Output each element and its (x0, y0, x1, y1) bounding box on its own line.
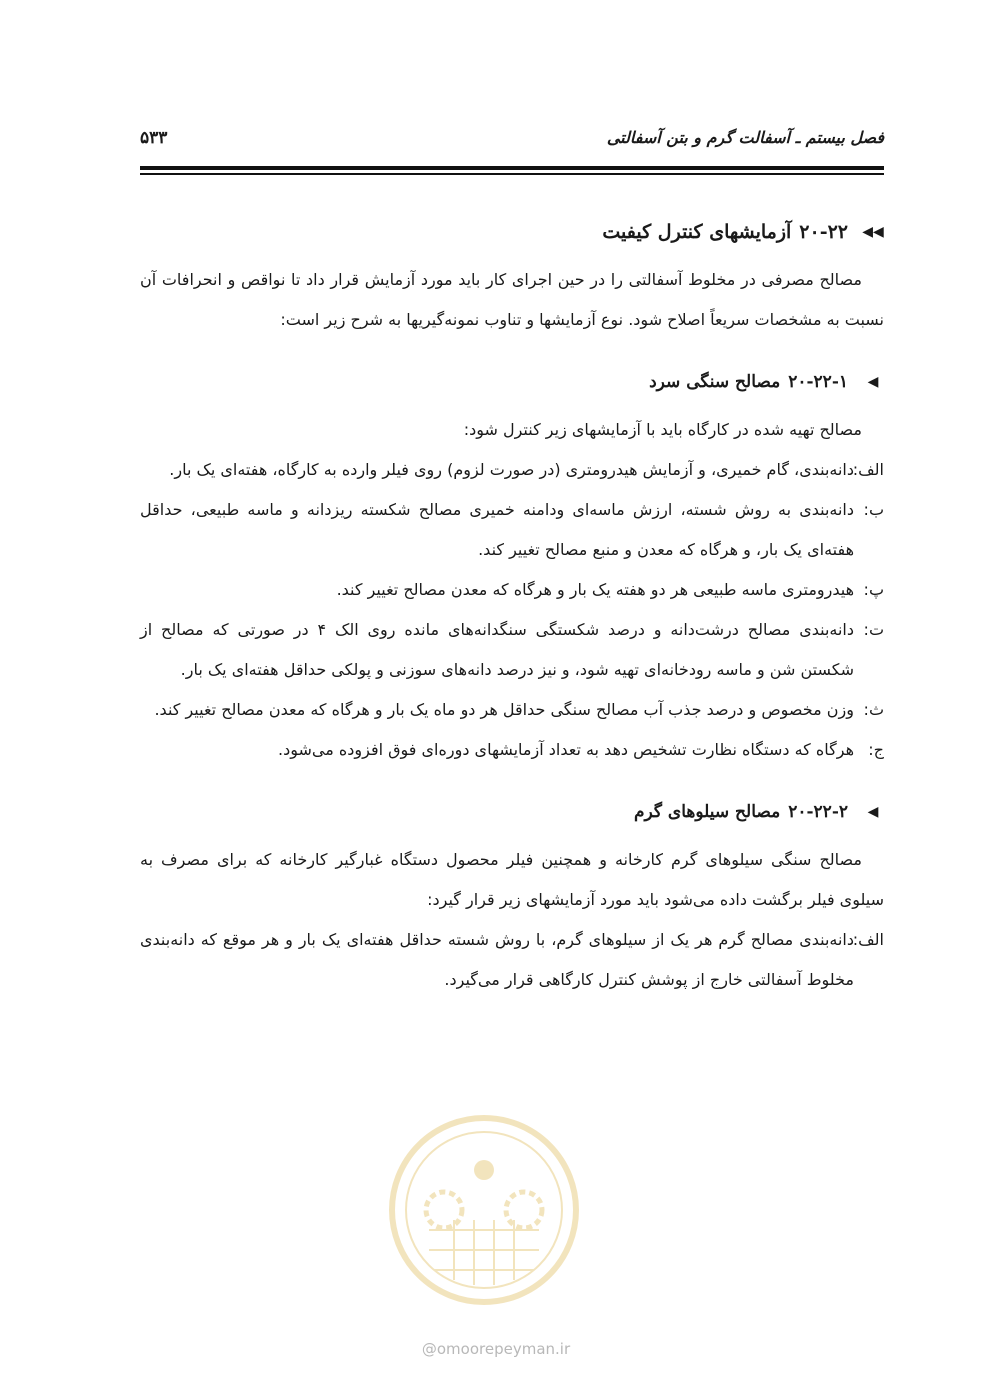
list-item (140, 570, 884, 610)
list-item-text: دانه‌بندی مصالح درشت‌دانه و درصد شکستگی سنگدانه‌های مانده روی الک ۴ در صورتی که مصالح از شکستن شن و ماسه رودخانه‌ای تهیه شود، و نیز درصد دانه‌های سوزنی و پولکی حداقل هفته‌ای یک بار. (140, 620, 854, 679)
subsection-intro-paragraph: مصالح سنگی سیلوهای گرم کارخانه و همچنین فیلر محصول دستگاه غبارگیر کارخانه که برای مصرف به سیلوی فیلر برگشت داده می‌شود باید مورد آزمایشهای زیر قرار گیرد: (140, 850, 884, 909)
list-item-marker: الف: (852, 460, 884, 479)
list-item (140, 610, 884, 690)
subsection-number: ۲۰-۲۲-۲ (788, 802, 848, 822)
page-content (140, 212, 884, 1000)
list-item-text: هیدرومتری ماسه طبیعی هر دو هفته یک بار و هرگاه که معدن مصالح تغییر کند. (336, 580, 854, 599)
subsection-title: مصالح سیلوهای گرم (633, 802, 781, 822)
chapter-title: فصل بیستم ـ آسفالت گرم و بتن آسفالتی (606, 128, 884, 147)
watermark-url: @omoorepeyman.ir (421, 1340, 571, 1358)
test-list-1 (140, 450, 884, 770)
subsection-title: مصالح سنگی سرد (649, 372, 781, 392)
section-intro-paragraph: مصالح مصرفی در مخلوط آسفالتی را در حین اجرای کار باید مورد آزمایش قرار داد تا نواقص و انحرافات آن نسبت به مشخصات سریعاً اصلاح شود. نوع آزمایشها و تناوب نمونه‌گیریها به شرح زیر است: (140, 270, 884, 329)
subsection-heading-1 (140, 362, 884, 402)
header-rule-thick (140, 166, 884, 170)
double-chevron-icon: ◀◀ (862, 224, 884, 240)
list-item (140, 490, 884, 570)
subsection-intro-paragraph: مصالح تهیه شده در کارگاه باید با آزمایشهای زیر کنترل شود: (463, 420, 862, 439)
list-item-marker: ت: (863, 620, 884, 639)
running-header (140, 128, 884, 158)
list-item-text: دانه‌بندی به روش شسته، ارزش ماسه‌ای ودامنه خمیری مصالح شکسته ریزدانه و ماسه طبیعی، حداقل هفته‌ای یک بار، و هرگاه که معدن و منبع مصالح تغییر کند. (140, 500, 854, 559)
list-item-marker: پ: (863, 580, 884, 599)
list-item-marker: الف: (852, 930, 884, 949)
list-item (140, 730, 884, 770)
chevron-icon: ◀ (867, 804, 879, 820)
list-item-marker: ث: (863, 700, 884, 719)
watermark-logo-icon (384, 1110, 584, 1310)
section-title: آزمایشهای کنترل کیفیت (602, 221, 792, 243)
list-item (140, 450, 884, 490)
subsection-number: ۲۰-۲۲-۱ (788, 372, 848, 392)
list-item-marker: ب: (863, 500, 884, 519)
list-item-text: هرگاه که دستگاه نظارت تشخیص دهد به تعداد آزمایشهای دوره‌ای فوق افزوده می‌شود. (278, 740, 854, 759)
list-item-marker: ج: (868, 740, 884, 759)
section-number: ۲۰-۲۲ (799, 221, 848, 243)
chevron-icon: ◀ (867, 374, 879, 390)
list-item-text: دانه‌بندی، گام خمیری، و آزمایش هیدرومتری (در صورت لزوم) روی فیلر وارده به کارگاه، هفته‌ای یک بار. (169, 460, 854, 479)
header-rule-thin (140, 173, 884, 175)
subsection-heading-2 (140, 792, 884, 832)
test-list-2 (140, 920, 884, 1000)
section-heading-main (140, 212, 884, 252)
list-item (140, 690, 884, 730)
list-item-text: وزن مخصوص و درصد جذب آب مصالح سنگی حداقل هر دو ماه یک بار و هرگاه که معدن مصالح تغییر کند. (154, 700, 854, 719)
page-number: ۵۳۳ (140, 128, 168, 148)
list-item-text: دانه‌بندی مصالح گرم هر یک از سیلوهای گرم، با روش شسته حداقل هفته‌ای یک بار و هر موقع که دانه‌بندی مخلوط آسفالتی خارج از پوشش کنترل کارگاهی قرار می‌گیرد. (140, 930, 854, 989)
list-item (140, 920, 884, 1000)
